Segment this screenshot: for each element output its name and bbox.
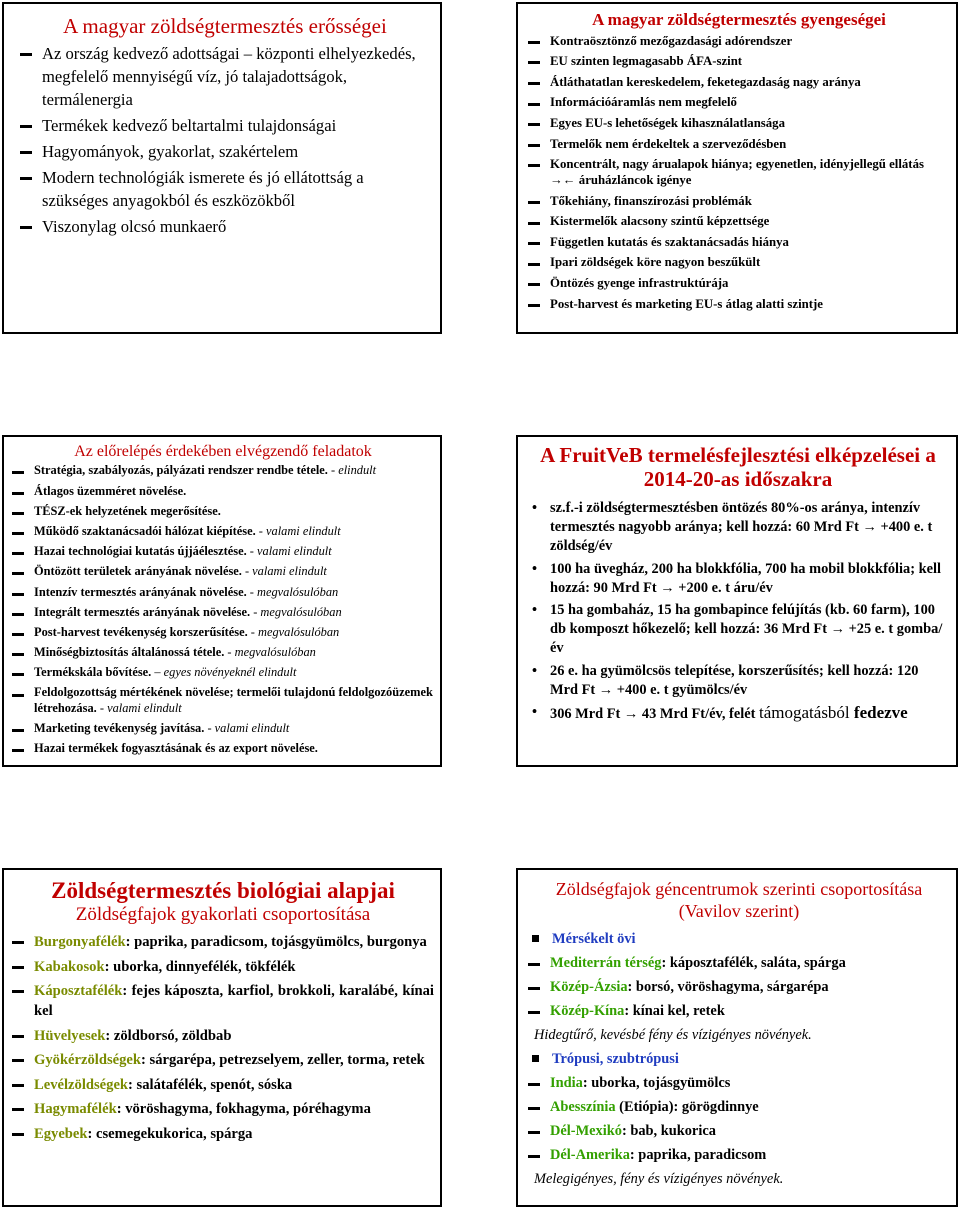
list-item: Hagymafélék: vöröshagyma, fokhagyma, póréhagyma <box>12 1099 434 1119</box>
list-item: Viszonylag olcsó munkaerő <box>20 215 430 238</box>
dash-bullet-icon <box>528 61 540 64</box>
dash-bullet-icon <box>528 1155 540 1158</box>
group-heading: Trópusi, szubtrópusi <box>528 1050 950 1068</box>
dash-bullet-icon <box>528 1107 540 1110</box>
dash-bullet-icon <box>528 963 540 966</box>
slide-fruitveb-plans <box>516 435 958 767</box>
note-text: Melegigényes, fény és vízigényes növények. <box>534 1171 784 1187</box>
slide-strengths <box>2 2 442 334</box>
list-item: EU szinten legmagasabb ÁFA-szint <box>528 53 950 69</box>
list-item: Közép-Kína: kínai kel, retek <box>528 1002 950 1020</box>
slide-title: Zöldségfajok géncentrumok szerinti csoportosítása (Vavilov szerint) <box>555 879 923 921</box>
list-item: Gyökérzöldségek: sárgarépa, petrezselyem, zeller, torma, retek <box>12 1050 434 1070</box>
dash-bullet-icon <box>528 987 540 990</box>
list-item: Működő szaktanácsadói hálózat kiépítése. - valami elindult <box>12 524 434 540</box>
list-item: • 26 e. ha gyümölcsös telepítése, korszerűsítés; kell hozzá: 120 Mrd Ft → +400 e. t gyümölcs/év <box>532 662 919 698</box>
list-item: Független kutatás és szaktanácsadás hiánya <box>528 234 950 250</box>
list-item: Öntözés gyenge infrastruktúrája <box>528 275 950 291</box>
bullet-icon: • <box>532 560 538 577</box>
dash-bullet-icon <box>12 613 24 616</box>
dash-bullet-icon <box>20 226 32 229</box>
square-bullet-icon <box>532 935 539 942</box>
dash-bullet-icon <box>12 633 24 636</box>
dash-bullet-icon <box>12 1035 24 1038</box>
list-item: Termelők nem érdekeltek a szerveződésben <box>528 136 950 152</box>
dash-bullet-icon <box>528 201 540 204</box>
list-item: • 15 ha gombaház, 15 ha gombapince felújítás (kb. 60 farm), 100 db komposzt hőkezelő; kell hozzá: 36 Mrd Ft → +25 e. t gomba/év <box>532 602 943 657</box>
list-item: Levélzöldségek: salátafélék, spenót, sóska <box>12 1075 434 1095</box>
list-item: Abesszínia (Etiópia): görögdinnye <box>528 1098 950 1116</box>
dash-bullet-icon <box>12 990 24 993</box>
slide-subtitle: Zöldségfajok gyakorlati csoportosítása <box>75 904 371 925</box>
list-item: • 306 Mrd Ft → 43 Mrd Ft/év, felét támogatásból fedezve <box>532 703 908 723</box>
dash-bullet-icon <box>528 1131 540 1134</box>
dash-bullet-icon <box>12 1133 24 1136</box>
dash-bullet-icon <box>12 749 24 752</box>
slide-vegetable-groups <box>2 868 442 1207</box>
list-item: Kabakosok: uborka, dinnyefélék, tökfélék <box>12 957 434 977</box>
list-item: Tőkehiány, finanszírozási problémák <box>528 193 950 209</box>
dash-bullet-icon <box>12 966 24 969</box>
dash-bullet-icon <box>528 304 540 307</box>
dash-bullet-icon <box>528 1011 540 1014</box>
list-item: TÉSZ-ek helyzetének megerősítése. <box>12 504 434 520</box>
dash-bullet-icon <box>20 177 32 180</box>
list-item: Közép-Ázsia: borsó, vöröshagyma, sárgarépa <box>528 978 950 996</box>
list-item: Post-harvest tevékenység korszerűsítése. - megvalósulóban <box>12 625 434 641</box>
list-item: • 100 ha üvegház, 200 ha blokkfólia, 700 ha mobil blokkfólia; kell hozzá: 90 Mrd Ft → +200 e. t áru/év <box>532 560 942 596</box>
dash-bullet-icon <box>12 471 24 474</box>
dash-bullet-icon <box>20 125 32 128</box>
dash-bullet-icon <box>528 41 540 44</box>
list-item: Egyebek: csemegekukorica, spárga <box>12 1124 434 1144</box>
dash-bullet-icon <box>12 653 24 656</box>
list-item: Stratégia, szabályozás, pályázati rendszer rendbe tétele. - elindult <box>12 463 434 479</box>
dash-bullet-icon <box>20 53 32 56</box>
list-item: Modern technológiák ismerete és jó ellátottság a szükséges anyagokból és eszközökből <box>20 166 430 212</box>
list-item: Hazai technológiai kutatás újjáélesztése. - valami elindult <box>12 544 434 560</box>
list-item: Post-harvest és marketing EU-s átlag alatti szintje <box>528 296 950 312</box>
list-item: Termékek kedvező beltartalmi tulajdonságai <box>20 114 430 137</box>
list-item: • sz.f.-i zöldségtermesztésben öntözés 80%-os aránya, intenzív termesztés nagyobb aránya; kell hozzá: 60 Mrd Ft → +400 e. t zöldség/év <box>532 500 933 555</box>
list-item: Dél-Amerika: paprika, paradicsom <box>528 1146 950 1164</box>
list-item: Átláthatatlan kereskedelem, feketegazdaság nagy aránya <box>528 74 950 90</box>
list-item: Koncentrált, nagy árualapok hiánya; egyenetlen, idényjellegű ellátás →← áruházláncok igénye <box>528 156 950 188</box>
dash-bullet-icon <box>12 694 24 697</box>
dash-bullet-icon <box>12 673 24 676</box>
dash-bullet-icon <box>12 593 24 596</box>
dash-bullet-icon <box>12 552 24 555</box>
list-item: Hagyományok, gyakorlat, szakértelem <box>20 140 430 163</box>
slide-title: A magyar zöldségtermesztés erősségei <box>63 14 387 38</box>
square-bullet-icon <box>532 1055 539 1062</box>
dash-bullet-icon <box>528 123 540 126</box>
list-item: Integrált termesztés arányának növelése. - megvalósulóban <box>12 605 434 621</box>
slide-title: Az előrelépés érdekében elvégzendő feladatok <box>74 443 372 460</box>
list-item: Mediterrán térség: káposztafélék, saláta, spárga <box>528 954 950 972</box>
dash-bullet-icon <box>528 144 540 147</box>
list-item: Termékskála bővítése. – egyes növényeknél elindult <box>12 665 434 681</box>
dash-bullet-icon <box>12 512 24 515</box>
list-item: India: uborka, tojásgyümölcs <box>528 1074 950 1092</box>
list-item: Kontraösztönző mezőgazdasági adórendszer <box>528 33 950 49</box>
dash-bullet-icon <box>12 572 24 575</box>
dash-bullet-icon <box>528 263 540 266</box>
list-item: Információáramlás nem megfelelő <box>528 94 950 110</box>
dash-bullet-icon <box>12 532 24 535</box>
list-item: Egyes EU-s lehetőségek kihasználatlansága <box>528 115 950 131</box>
dash-bullet-icon <box>528 164 540 167</box>
list-item: Minőségbiztosítás általánossá tétele. - megvalósulóban <box>12 645 434 661</box>
dash-bullet-icon <box>12 941 24 944</box>
bullet-list <box>528 499 948 724</box>
group-heading: Mérsékelt övi <box>528 930 950 948</box>
note-text: Hidegtűrő, kevésbé fény és vízigényes növények. <box>534 1027 812 1043</box>
list-item: Káposztafélék: fejes káposzta, karfiol, brokkoli, karalábé, kínai kel <box>12 981 434 1021</box>
bullet-icon: • <box>532 704 538 721</box>
slide-tasks <box>2 435 442 767</box>
list-item: Dél-Mexikó: bab, kukorica <box>528 1122 950 1140</box>
bullet-icon: • <box>532 662 538 679</box>
list-item: Burgonyafélék: paprika, paradicsom, tojásgyümölcs, burgonya <box>12 932 434 952</box>
list-item: Hazai termékek fogyasztásának és az export növelése. <box>12 741 434 757</box>
dash-bullet-icon <box>12 1059 24 1062</box>
dash-bullet-icon <box>528 1083 540 1086</box>
dash-bullet-icon <box>20 151 32 154</box>
slide-weaknesses <box>516 2 958 334</box>
dash-bullet-icon <box>528 283 540 286</box>
list-item: Feldolgozottság mértékének növelése; termelői tulajdonú feldolgozóüzemek létrehozása. - valami elindult <box>12 685 434 716</box>
list-item: Ipari zöldségek köre nagyon beszűkült <box>528 254 950 270</box>
dash-bullet-icon <box>528 82 540 85</box>
dash-bullet-icon <box>12 1084 24 1087</box>
slide-title: A FruitVeB termelésfejlesztési elképzelései a 2014-20-as időszakra <box>540 443 936 492</box>
dash-bullet-icon <box>528 103 540 106</box>
slide-title: A magyar zöldségtermesztés gyengeségei <box>592 10 886 29</box>
dash-bullet-icon <box>528 242 540 245</box>
list-item: Kistermelők alacsony szintű képzettsége <box>528 213 950 229</box>
slide-gene-centers <box>516 868 958 1207</box>
dash-bullet-icon <box>528 222 540 225</box>
bullet-icon: • <box>532 602 538 619</box>
dash-bullet-icon <box>12 492 24 495</box>
slide-title: Zöldségtermesztés biológiai alapjai <box>51 878 395 903</box>
list-item: Hüvelyesek: zöldborsó, zöldbab <box>12 1026 434 1046</box>
list-item: Öntözött területek arányának növelése. - valami elindult <box>12 564 434 580</box>
dash-bullet-icon <box>12 729 24 732</box>
list-item: Átlagos üzemméret növelése. <box>12 484 434 500</box>
list-item: Intenzív termesztés arányának növelése. - megvalósulóban <box>12 585 434 601</box>
list-item: Marketing tevékenység javítása. - valami elindult <box>12 721 434 737</box>
bullet-icon: • <box>532 500 538 517</box>
dash-bullet-icon <box>12 1108 24 1111</box>
list-item: Az ország kedvező adottságai – központi elhelyezkedés, megfelelő mennyiségű víz, jó talajadottságok, termálenergia <box>20 42 430 111</box>
